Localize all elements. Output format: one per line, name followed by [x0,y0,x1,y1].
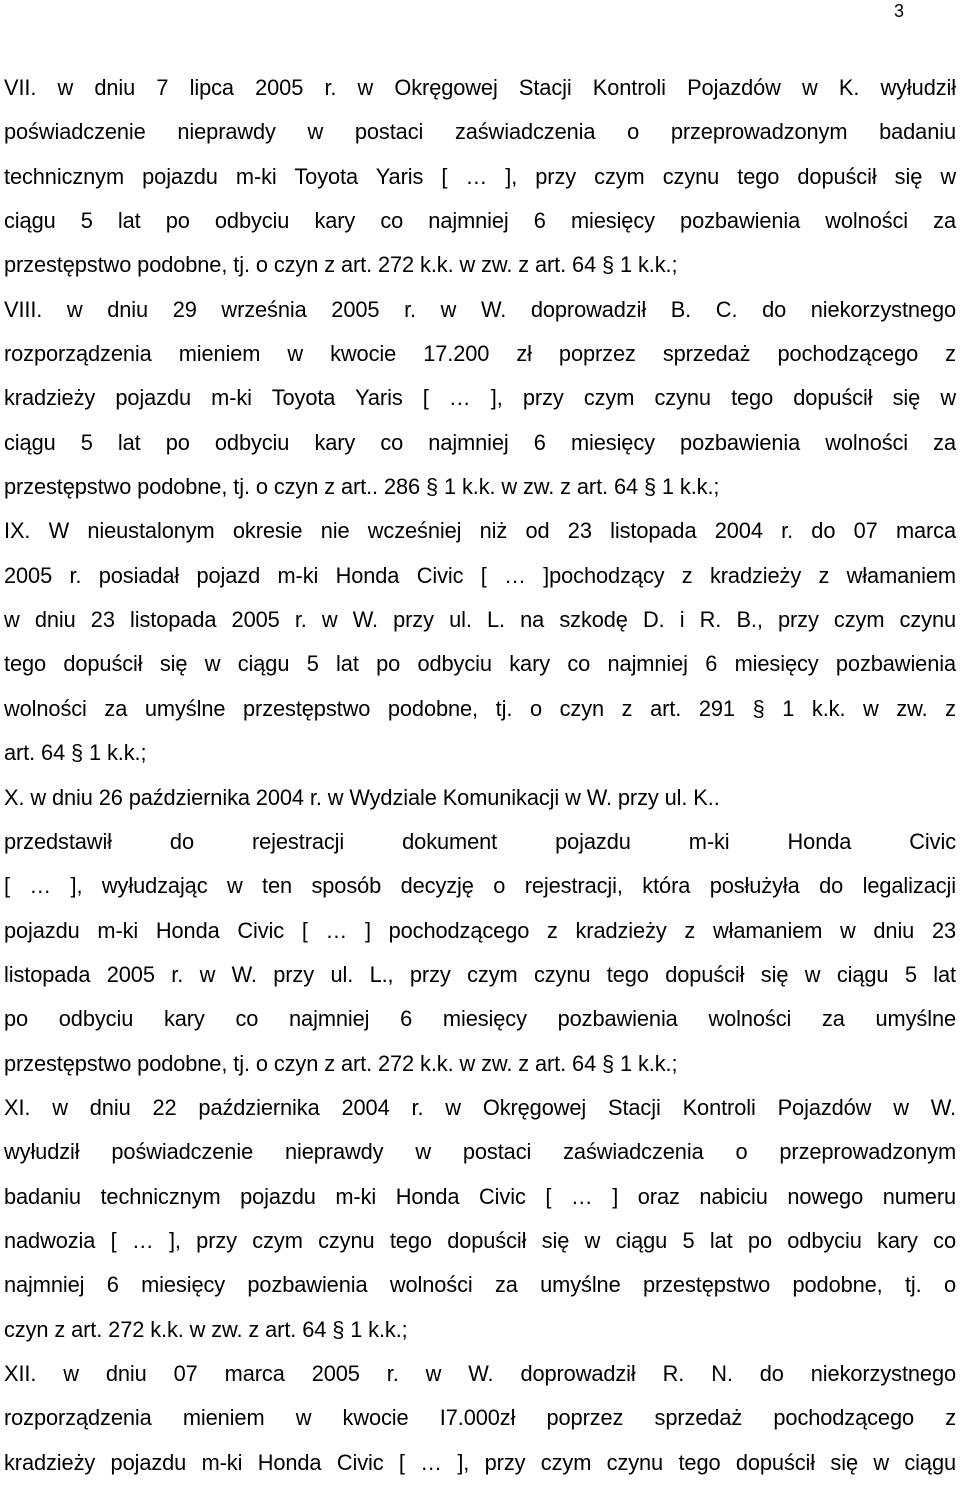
text-line: wolności za umyślne przestępstwo podobne, tj. o czyn z art. 291 § 1 k.k. w zw. z [4,695,956,721]
text-line: technicznym pojazdu m-ki Toyota Yaris [ … ], przy czym czynu tego dopuścił się w [4,163,956,189]
text-line: kradzieży pojazdu m-ki Toyota Yaris [ … ], przy czym czynu tego dopuścił się w [4,385,956,411]
text-line: najmniej 6 miesięcy pozbawienia wolności za umyślne przestępstwo podobne, tj. o [4,1272,956,1298]
text-line: przestępstwo podobne, tj. o czyn z art. 272 k.k. w zw. z art. 64 § 1 k.k.; [4,252,678,278]
text-line: przestępstwo podobne, tj. o czyn z art.. 286 § 1 k.k. w zw. z art. 64 § 1 k.k.; [4,474,720,500]
text-line: nadwozia [ … ], przy czym czynu tego dopuścił się w ciągu 5 lat po odbyciu kary co [4,1227,956,1253]
text-line: w dniu 23 listopada 2005 r. w W. przy ul. L. na szkodę D. i R. B., przy czym czynu [4,607,956,633]
text-line: wyłudził poświadczenie nieprawdy w postaci zaświadczenia o przeprowadzonym [4,1139,956,1165]
text-line: listopada 2005 r. w W. przy ul. L., przy czym czynu tego dopuścił się w ciągu 5 lat [4,961,956,987]
text-line: pojazdu m-ki Honda Civic [ … ] pochodzącego z kradzieży z włamaniem w dniu 23 [4,917,956,943]
text-line: przedstawił do rejestracji dokument pojazdu m-ki Honda Civic [4,828,956,854]
text-line: XI. w dniu 22 października 2004 r. w Okręgowej Stacji Kontroli Pojazdów w W. [4,1094,956,1120]
text-line: badaniu technicznym pojazdu m-ki Honda Civic [ … ] oraz nabiciu nowego numeru [4,1183,956,1209]
text-line: X. w dniu 26 października 2004 r. w Wydziale Komunikacji w W. przy ul. K.. [4,784,720,810]
text-line: tego dopuścił się w ciągu 5 lat po odbyciu kary co najmniej 6 miesięcy pozbawienia [4,651,956,677]
text-line: ciągu 5 lat po odbyciu kary co najmniej 6 miesięcy pozbawienia wolności za [4,208,956,234]
text-line: IX. W nieustalonym okresie nie wcześniej niż od 23 listopada 2004 r. do 07 marca [4,518,956,544]
text-line: kradzieży pojazdu m-ki Honda Civic [ … ], przy czym czynu tego dopuścił się w ciągu [4,1449,956,1475]
text-line: przestępstwo podobne, tj. o czyn z art. 272 k.k. w zw. z art. 64 § 1 k.k.; [4,1050,678,1076]
text-line: czyn z art. 272 k.k. w zw. z art. 64 § 1 k.k.; [4,1316,408,1342]
text-line: poświadczenie nieprawdy w postaci zaświadczenia o przeprowadzonym badaniu [4,119,956,145]
text-line: ciągu 5 lat po odbyciu kary co najmniej 6 miesięcy pozbawienia wolności za [4,429,956,455]
document-body [4,66,956,1485]
page-number: 3 [893,1,904,21]
text-line: rozporządzenia mieniem w kwocie I7.000zł poprzez sprzedaż pochodzącego z [4,1405,956,1431]
text-line: XII. w dniu 07 marca 2005 r. w W. doprowadził R. N. do niekorzystnego [4,1360,956,1386]
text-line: VIII. w dniu 29 września 2005 r. w W. doprowadził B. C. do niekorzystnego [4,296,956,322]
text-line: po odbyciu kary co najmniej 6 miesięcy pozbawienia wolności za umyślne [4,1006,956,1032]
text-line: rozporządzenia mieniem w kwocie 17.200 zł poprzez sprzedaż pochodzącego z [4,341,956,367]
text-line: VII. w dniu 7 lipca 2005 r. w Okręgowej Stacji Kontroli Pojazdów w K. wyłudził [4,75,956,100]
text-line: [ … ], wyłudzając w ten sposób decyzję o rejestracji, która posłużyła do legalizacji [4,873,956,899]
text-line: art. 64 § 1 k.k.; [4,740,147,766]
text-line: 2005 r. posiadał pojazd m-ki Honda Civic [ … ]pochodzący z kradzieży z włamaniem [4,562,956,588]
